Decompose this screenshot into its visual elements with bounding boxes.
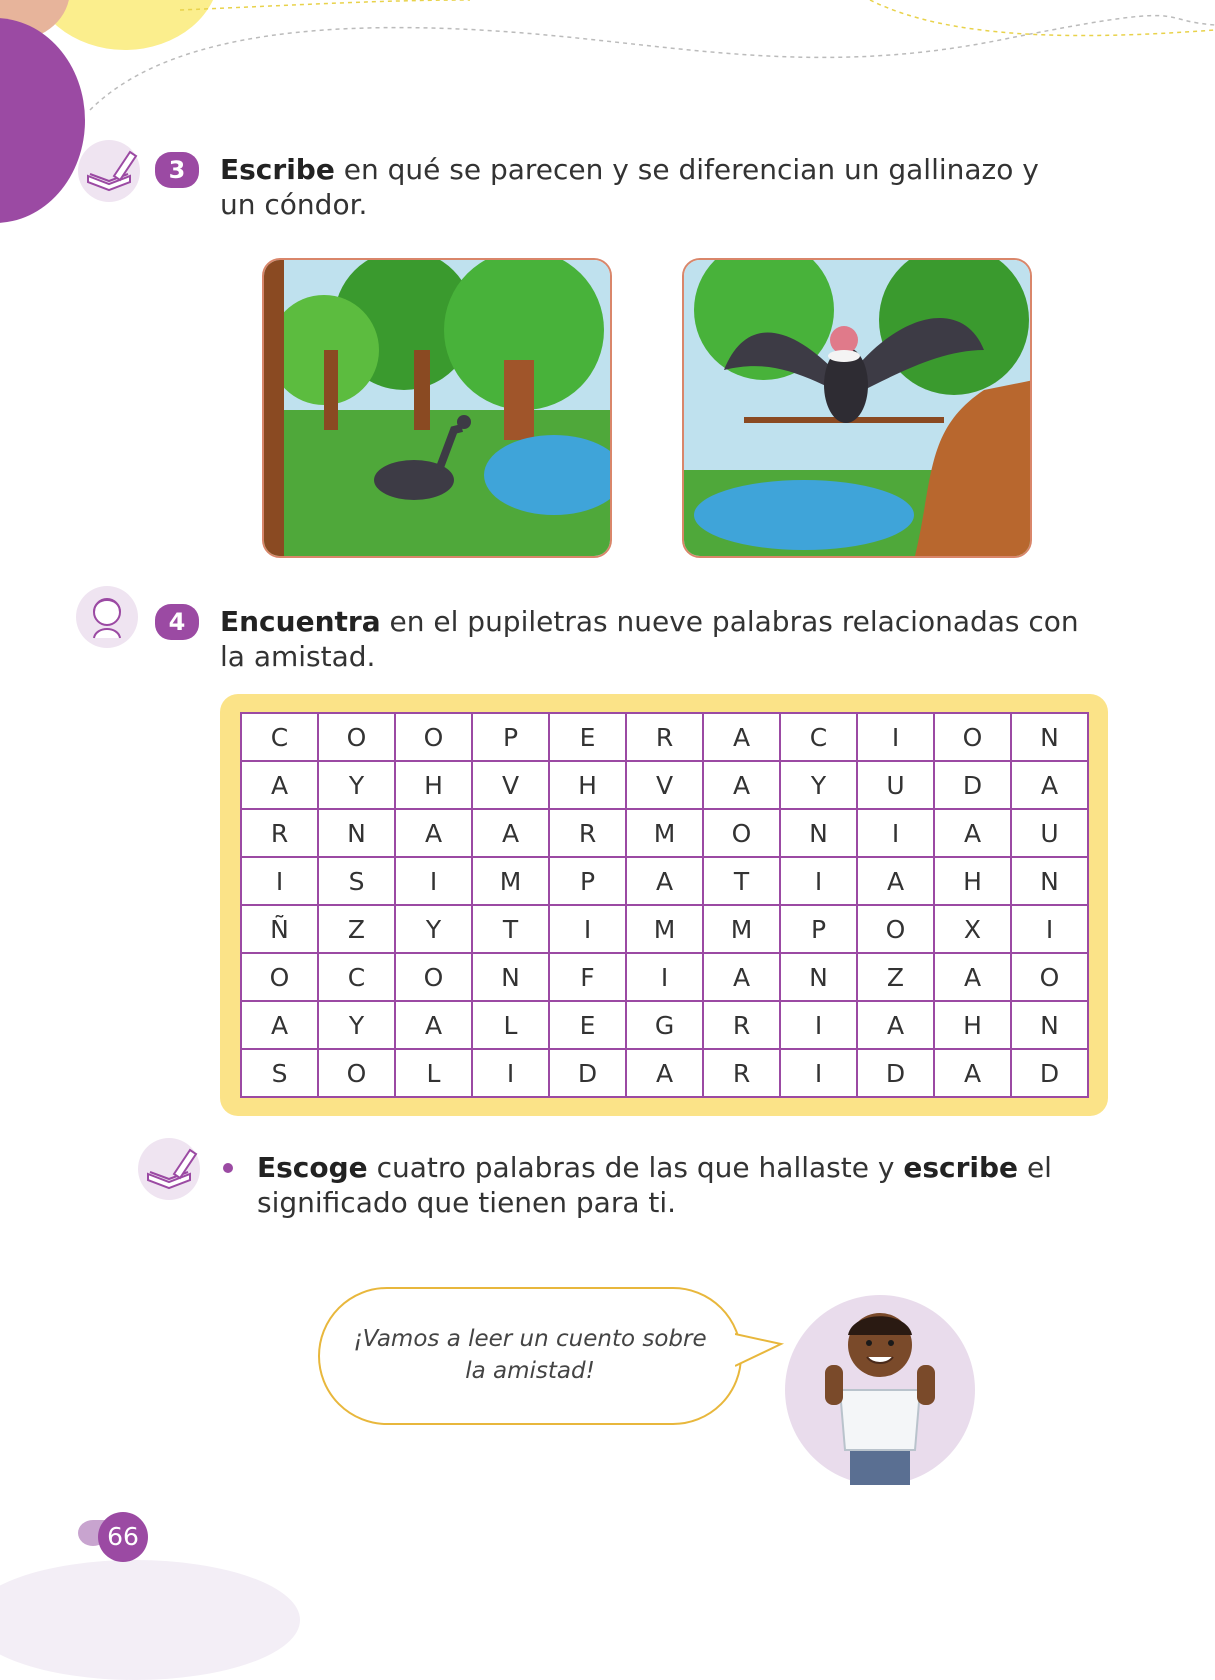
page-number: 66 (98, 1512, 148, 1562)
grid-cell: I (780, 1001, 857, 1049)
grid-row (241, 1049, 1088, 1097)
activity-3-text: en qué se parecen y se diferencian un gallinazo y un cóndor. (220, 153, 1039, 221)
grid-cell: A (241, 1001, 318, 1049)
bottom-decoration (0, 1560, 300, 1680)
grid-cell: N (1011, 1001, 1088, 1049)
grid-cell: D (857, 1049, 934, 1097)
grid-cell: E (549, 713, 626, 761)
grid-cell: M (626, 809, 703, 857)
word-search-grid (240, 712, 1089, 1098)
grid-cell: Ñ (241, 905, 318, 953)
grid-cell: N (780, 953, 857, 1001)
grid-cell: I (780, 1049, 857, 1097)
activity-4-verb: Encuentra (220, 605, 381, 638)
grid-cell: R (241, 809, 318, 857)
grid-cell: N (318, 809, 395, 857)
grid-cell: I (549, 905, 626, 953)
grid-cell: X (934, 905, 1011, 953)
speech-bubble-tail (735, 1330, 785, 1370)
grid-cell: I (857, 713, 934, 761)
grid-cell: A (934, 953, 1011, 1001)
grid-cell: Y (318, 1001, 395, 1049)
grid-cell: C (318, 953, 395, 1001)
grid-cell: A (934, 1049, 1011, 1097)
grid-cell: A (626, 1049, 703, 1097)
grid-row (241, 761, 1088, 809)
grid-cell: V (472, 761, 549, 809)
grid-cell: O (395, 953, 472, 1001)
grid-cell: D (1011, 1049, 1088, 1097)
grid-cell: D (549, 1049, 626, 1097)
grid-cell: H (395, 761, 472, 809)
bullet-instruction (257, 1150, 1077, 1220)
grid-row (241, 713, 1088, 761)
grid-cell: Y (780, 761, 857, 809)
grid-cell: A (395, 1001, 472, 1049)
grid-cell: O (318, 1049, 395, 1097)
grid-cell: R (549, 809, 626, 857)
grid-cell: O (318, 713, 395, 761)
grid-cell: I (395, 857, 472, 905)
speech-text: ¡Vamos a leer un cuento sobre la amistad! (353, 1326, 707, 1384)
grid-cell: A (857, 1001, 934, 1049)
grid-cell: Y (318, 761, 395, 809)
grid-cell: P (549, 857, 626, 905)
grid-cell: R (703, 1049, 780, 1097)
grid-cell: O (857, 905, 934, 953)
grid-cell: H (934, 857, 1011, 905)
grid-cell: T (472, 905, 549, 953)
grid-cell: U (857, 761, 934, 809)
grid-cell: A (395, 809, 472, 857)
grid-cell: U (1011, 809, 1088, 857)
activity-3-number: 3 (155, 152, 199, 188)
grid-cell: I (780, 857, 857, 905)
vulture-illustration (262, 258, 612, 558)
bullet-verb-2: escribe (903, 1151, 1019, 1184)
activity-4-number: 4 (155, 604, 199, 640)
grid-cell: O (703, 809, 780, 857)
grid-cell: Z (318, 905, 395, 953)
grid-cell: Z (857, 953, 934, 1001)
dashed-wave-lines (0, 0, 1215, 130)
grid-cell: G (626, 1001, 703, 1049)
grid-cell: E (549, 1001, 626, 1049)
grid-cell: A (241, 761, 318, 809)
grid-cell: A (857, 857, 934, 905)
activity-4-text: en el pupiletras nueve palabras relacionadas con la amistad. (220, 605, 1079, 673)
writing-icon (138, 1138, 200, 1200)
grid-cell: N (1011, 857, 1088, 905)
grid-cell: A (703, 953, 780, 1001)
grid-cell: I (857, 809, 934, 857)
grid-cell: A (626, 857, 703, 905)
speech-bubble (318, 1287, 742, 1425)
girl-icon (76, 586, 138, 648)
grid-cell: H (934, 1001, 1011, 1049)
grid-cell: M (703, 905, 780, 953)
grid-cell: I (626, 953, 703, 1001)
grid-cell: S (318, 857, 395, 905)
grid-cell: R (626, 713, 703, 761)
bullet-text-1: cuatro palabras de las que hallaste y (367, 1151, 904, 1184)
activity-3-verb: Escribe (220, 153, 335, 186)
grid-row (241, 905, 1088, 953)
grid-cell: A (1011, 761, 1088, 809)
grid-cell: M (626, 905, 703, 953)
grid-cell: N (472, 953, 549, 1001)
grid-cell: P (472, 713, 549, 761)
grid-cell: A (472, 809, 549, 857)
grid-cell: S (241, 1049, 318, 1097)
grid-cell: C (780, 713, 857, 761)
condor-illustration (682, 258, 1032, 558)
grid-cell: T (703, 857, 780, 905)
grid-cell: M (472, 857, 549, 905)
grid-cell: O (241, 953, 318, 1001)
grid-row (241, 809, 1088, 857)
grid-cell: C (241, 713, 318, 761)
grid-cell: P (780, 905, 857, 953)
grid-cell: Y (395, 905, 472, 953)
grid-cell: R (703, 1001, 780, 1049)
grid-cell: I (241, 857, 318, 905)
grid-cell: N (780, 809, 857, 857)
grid-cell: A (703, 713, 780, 761)
grid-cell: F (549, 953, 626, 1001)
grid-cell: N (1011, 713, 1088, 761)
grid-row (241, 953, 1088, 1001)
grid-cell: I (1011, 905, 1088, 953)
writing-icon (78, 140, 140, 202)
bullet-verb-1: Escoge (257, 1151, 368, 1184)
bullet-text-2: el significado que tienen para ti. (257, 1151, 1052, 1219)
grid-cell: A (934, 809, 1011, 857)
grid-cell: O (934, 713, 1011, 761)
grid-cell: L (472, 1001, 549, 1049)
grid-row (241, 1001, 1088, 1049)
grid-cell: O (1011, 953, 1088, 1001)
activity-4-instruction (220, 604, 1100, 674)
activity-3-instruction (220, 152, 1080, 222)
grid-cell: L (395, 1049, 472, 1097)
word-search-frame (220, 694, 1108, 1116)
grid-cell: V (626, 761, 703, 809)
grid-cell: D (934, 761, 1011, 809)
grid-cell: O (395, 713, 472, 761)
grid-cell: I (472, 1049, 549, 1097)
grid-cell: A (703, 761, 780, 809)
bullet-point (223, 1163, 233, 1173)
grid-row (241, 857, 1088, 905)
grid-cell: H (549, 761, 626, 809)
boy-illustration (785, 1295, 975, 1485)
